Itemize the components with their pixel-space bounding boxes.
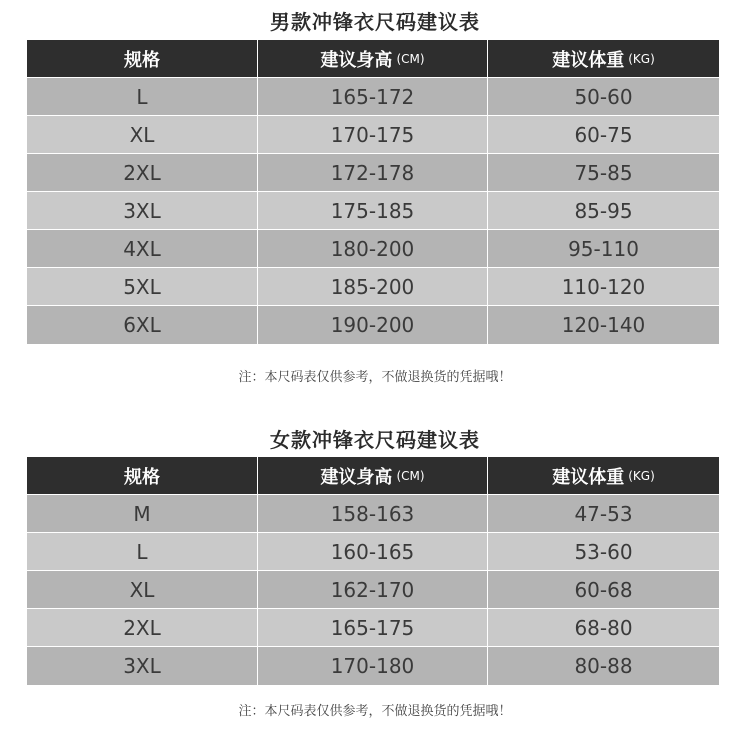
weight-cell: 60-68 <box>574 577 633 602</box>
height-cell: 185-200 <box>258 268 488 305</box>
height-cell: 170-180 <box>258 647 488 685</box>
weight-cell: 120-140 <box>561 313 646 337</box>
header-weight: 建议体重 (KG) <box>488 40 719 77</box>
table-row <box>27 609 719 647</box>
weight-cell: 47-53 <box>574 501 633 526</box>
height-cell: 170-175 <box>258 116 488 153</box>
table-header-row <box>27 40 719 78</box>
size-cell: L <box>27 78 258 115</box>
table-row <box>27 495 719 533</box>
height-cell: 162-170 <box>258 571 488 608</box>
height-cell: 160-165 <box>258 533 488 570</box>
weight-cell: 50-60 <box>574 84 633 109</box>
header-height: 建议身高 (CM) <box>258 40 488 77</box>
height-cell: 165-172 <box>258 78 488 115</box>
size-cell: 4XL <box>27 230 258 267</box>
table-row <box>27 306 719 344</box>
height-cell: 190-200 <box>258 306 488 344</box>
height-cell: 175-185 <box>258 192 488 229</box>
size-cell: 6XL <box>27 306 258 344</box>
header-size: 规格 <box>27 40 258 77</box>
table-row <box>27 571 719 609</box>
height-cell: 158-163 <box>258 495 488 532</box>
table-row <box>27 268 719 306</box>
table-row <box>27 533 719 571</box>
header-weight: 建议体重 (KG) <box>488 457 719 494</box>
height-cell: 172-178 <box>258 154 488 191</box>
size-cell: XL <box>27 116 258 153</box>
weight-cell: 60-75 <box>574 122 633 147</box>
size-cell: XL <box>27 571 258 608</box>
height-cell: 165-175 <box>258 609 488 646</box>
size-cell: 5XL <box>27 268 258 305</box>
size-cell: 3XL <box>27 192 258 229</box>
weight-cell: 68-80 <box>574 615 633 640</box>
weight-cell: 53-60 <box>574 539 633 564</box>
size-cell: L <box>27 533 258 570</box>
weight-cell: 85-95 <box>574 198 633 223</box>
weight-cell: 110-120 <box>561 274 646 299</box>
weight-cell: 95-110 <box>568 236 639 261</box>
men-size-table <box>27 40 719 344</box>
table-row <box>27 647 719 685</box>
table-header-row <box>27 457 719 495</box>
size-cell: 3XL <box>27 647 258 685</box>
table-row <box>27 230 719 268</box>
size-cell: 2XL <box>27 609 258 646</box>
header-height: 建议身高 (CM) <box>258 457 488 494</box>
weight-cell: 75-85 <box>574 160 633 185</box>
height-cell: 180-200 <box>258 230 488 267</box>
header-size: 规格 <box>27 457 258 494</box>
women-size-table <box>27 457 719 685</box>
size-cell: M <box>27 495 258 532</box>
table-row <box>27 154 719 192</box>
table-row <box>27 78 719 116</box>
men-chart-title: 男款冲锋衣尺码建议表 <box>270 10 480 34</box>
table-row <box>27 192 719 230</box>
weight-cell: 80-88 <box>574 654 633 678</box>
men-disclaimer: 注：本尺码表仅供参考，不做退换货的凭据哦！ <box>238 370 512 385</box>
table-row <box>27 116 719 154</box>
size-cell: 2XL <box>27 154 258 191</box>
women-chart-title: 女款冲锋衣尺码建议表 <box>270 428 480 452</box>
women-disclaimer: 注：本尺码表仅供参考，不做退换货的凭据哦！ <box>238 704 512 719</box>
